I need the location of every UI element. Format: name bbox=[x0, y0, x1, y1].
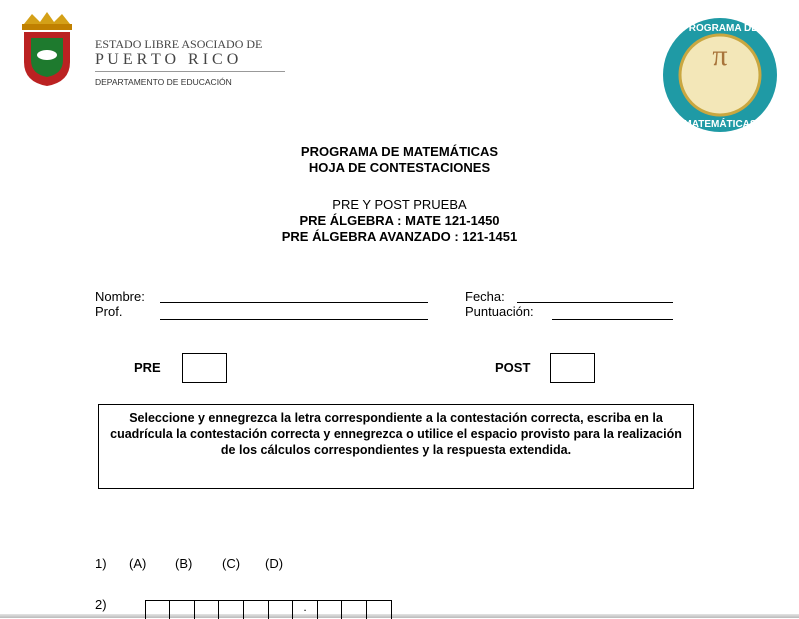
title-program: PROGRAMA DE MATEMÁTICAS bbox=[300, 144, 499, 159]
post-checkbox[interactable] bbox=[550, 353, 595, 383]
svg-text:PROGRAMA DE: PROGRAMA DE bbox=[682, 23, 758, 34]
header-line1: ESTADO LIBRE ASOCIADO DE bbox=[95, 37, 263, 51]
q1-option-c[interactable]: (C) bbox=[222, 556, 241, 571]
prof-label: Prof. bbox=[95, 304, 123, 319]
title-sheet: HOJA DE CONTESTACIONES bbox=[308, 160, 491, 175]
prof-field[interactable] bbox=[160, 306, 428, 320]
grid-cell[interactable] bbox=[366, 601, 391, 619]
page-bottom-edge bbox=[0, 614, 799, 618]
grid-cell[interactable] bbox=[341, 601, 366, 619]
q2-answer-grid[interactable] bbox=[145, 600, 392, 619]
svg-text:MATEMÁTICAS: MATEMÁTICAS bbox=[683, 119, 757, 130]
grid-cell[interactable] bbox=[218, 601, 243, 619]
fecha-label: Fecha: bbox=[465, 289, 505, 304]
grid-cell[interactable] bbox=[317, 601, 342, 619]
grid-cell-decimal[interactable]: . bbox=[292, 601, 317, 619]
post-label: POST bbox=[495, 360, 531, 375]
q2-number: 2) bbox=[95, 597, 107, 612]
puntuacion-label: Puntuación: bbox=[465, 304, 534, 319]
puntuacion-field[interactable] bbox=[552, 306, 673, 320]
grid-cell[interactable] bbox=[268, 601, 293, 619]
header-divider bbox=[95, 71, 285, 72]
instructions-box: Seleccione y ennegrezca la letra correspondiente a la contestación correcta, escriba en la cuadrícula la contestación correcta y ennegrezca o utilice el espacio provisto para la realización de los cálculos correspondientes y la respuesta extendida. bbox=[98, 404, 694, 489]
nombre-label: Nombre: bbox=[95, 289, 145, 304]
puerto-rico-coat-of-arms bbox=[12, 10, 82, 90]
grid-cell[interactable] bbox=[169, 601, 194, 619]
fecha-field[interactable] bbox=[517, 289, 673, 303]
grid-cell[interactable] bbox=[194, 601, 219, 619]
header-line3: DEPARTAMENTO DE EDUCACIÓN bbox=[95, 77, 232, 87]
title-test: PRE Y POST PRUEBA bbox=[332, 197, 467, 212]
programa-matematicas-logo bbox=[660, 17, 780, 133]
svg-text:π: π bbox=[712, 39, 728, 72]
grid-cell[interactable] bbox=[243, 601, 268, 619]
title-course1: PRE ÁLGEBRA : MATE 121-1450 bbox=[299, 213, 500, 228]
q1-option-d[interactable]: (D) bbox=[265, 556, 284, 571]
q1-option-b[interactable]: (B) bbox=[175, 556, 193, 571]
q1-number: 1) bbox=[95, 556, 107, 571]
title-course2: PRE ÁLGEBRA AVANZADO : 121-1451 bbox=[281, 229, 518, 244]
nombre-field[interactable] bbox=[160, 289, 428, 303]
q1-option-a[interactable]: (A) bbox=[129, 556, 147, 571]
pre-checkbox[interactable] bbox=[182, 353, 227, 383]
header-line2: P U E R T O R I C O bbox=[95, 51, 239, 68]
pre-label: PRE bbox=[134, 360, 161, 375]
grid-cell[interactable] bbox=[145, 601, 170, 619]
